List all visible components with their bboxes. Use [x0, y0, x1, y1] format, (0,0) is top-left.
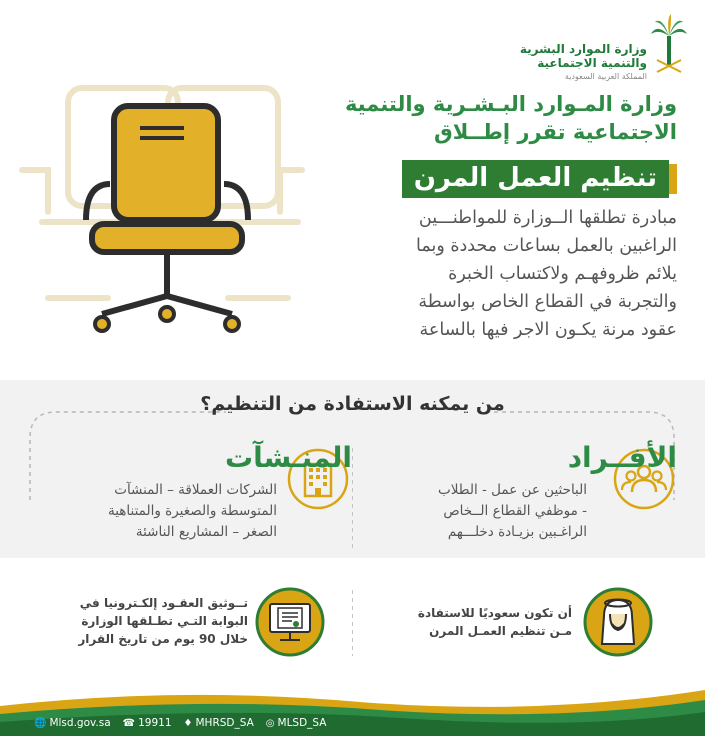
- subtitle: تنظيم العمل المرن: [402, 160, 669, 198]
- website-text: Mlsd.gov.sa: [49, 717, 111, 729]
- description-line: عقود مرنة يكـون الاجر فيها بالساعة: [419, 320, 677, 340]
- description-line: الراغبين بالعمل بساعات محددة وبما: [416, 236, 677, 256]
- chair-illustration: [18, 82, 318, 342]
- logo-line-3: المملكة العربية السعودية: [564, 72, 647, 81]
- twitter-link[interactable]: [184, 717, 254, 729]
- column-divider: [352, 448, 353, 548]
- phone-icon: ☎: [122, 717, 136, 729]
- establishments-line: المتوسطة والصغيرة والمتناهية: [107, 503, 277, 519]
- description: [337, 204, 677, 344]
- conditions-divider: [352, 590, 353, 656]
- description-line: يلائم ظروفهـم ولاكتساب الخبرة: [448, 264, 677, 284]
- globe-icon: 🌐: [34, 717, 47, 729]
- description-line: مبادرة تطلقها الــوزارة للمواطنـــين: [418, 208, 677, 228]
- logo-line-1: وزارة الموارد البشرية: [519, 42, 647, 56]
- condition-saudi: [392, 604, 572, 640]
- condition-line: مـن تنظيم العمـل المرن: [429, 624, 572, 638]
- saudi-man-icon: [582, 586, 654, 658]
- individuals-title: الأفــراد: [567, 441, 677, 474]
- phone-link[interactable]: [123, 717, 172, 729]
- establishments-line: الشركات العملاقة – المنشآت: [114, 482, 277, 498]
- establishments-title: المنـشآت: [224, 441, 352, 474]
- palm-logo-icon: [649, 14, 689, 74]
- individuals-line: الباحثين عن عمل - الطلاب: [438, 482, 587, 498]
- subtitle-accent-bar: [669, 164, 677, 194]
- individuals-line: الراغـبين بزيـادة دخلـــهم: [447, 524, 587, 540]
- title-line-1: وزارة المـوارد البـشـرية والتنمية: [344, 92, 677, 116]
- condition-contracts: [30, 594, 248, 648]
- individuals-column: [377, 440, 677, 543]
- instagram-icon: ◎: [265, 717, 275, 729]
- logo-line-2: والتنمية الاجتماعية: [537, 56, 647, 70]
- ministry-logo: [491, 14, 691, 84]
- condition-line: البوابة التـي تطـلقها الوزارة: [81, 614, 248, 628]
- subtitle-banner: [402, 160, 677, 198]
- establishments-line: الصغر – المشاريع الناشئة: [135, 524, 277, 540]
- phone-text: 19911: [138, 717, 172, 729]
- twitter-icon: ♦: [183, 717, 193, 729]
- condition-line: أن تكون سعوديًا للاستفادة: [417, 606, 572, 620]
- instagram-link[interactable]: [266, 717, 327, 729]
- establishments-column: [52, 440, 352, 543]
- twitter-text: MHRSD_SA: [195, 717, 254, 729]
- instagram-text: MLSD_SA: [277, 717, 327, 729]
- page-title: [277, 90, 677, 146]
- footer-bar: [0, 710, 705, 736]
- condition-line: خلال 90 يوم من تاريخ القرار: [78, 632, 248, 646]
- individuals-line: - موظفي القطاع الــخاص: [443, 503, 587, 519]
- website-link[interactable]: [34, 717, 111, 729]
- description-line: والتجربة في القطاع الخاص بواسطة: [418, 292, 677, 312]
- condition-line: تــوثيق العقـود إلكـترونيا في: [79, 596, 248, 610]
- contract-monitor-icon: [254, 586, 326, 658]
- title-line-2: الاجتماعية تقرر إطــلاق: [434, 120, 677, 144]
- beneficiaries-question: من يمكنه الاستفادة من التنظيم؟: [200, 393, 505, 415]
